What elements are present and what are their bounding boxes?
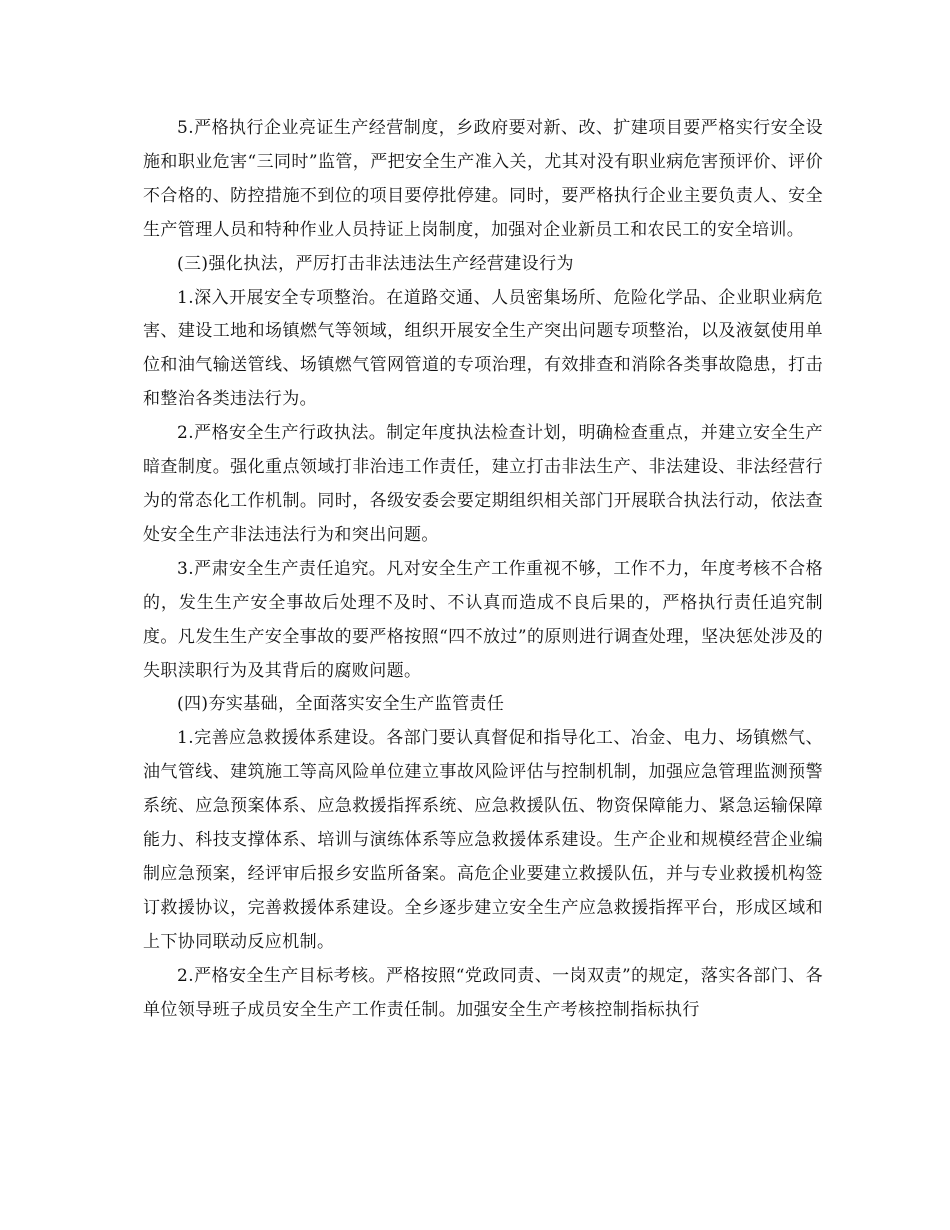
paragraph-2-law-enforcement: 2.严格安全生产行政执法。制定年度执法检查计划，明确检查重点，并建立安全生产暗查制度。强化重点领域打非治违工作责任，建立打击非法生产、非法建设、非法经营行为的常态化工作机制。同时，各级安委会要定期组织相关部门开展联合执法行动，依法查处安全生产非法违法行为和突出问题。: [143, 423, 823, 545]
paragraph-3-accountability: 3.严肃安全生产责任追究。凡对安全生产工作重视不够，工作不力，年度考核不合格的，发生生产安全事故后处理不及时、不认真而造成不良后果的，严格执行责任追究制度。凡发生生产安全事故的要严格按照“四不放过”的原则进行调查处理，坚决惩处涉及的失职渎职行为及其背后的腐败问题。: [143, 558, 823, 681]
document-body: [143, 112, 823, 1027]
paragraph-5-license: 5.严格执行企业亮证生产经营制度，乡政府要对新、改、扩建项目要严格实行安全设施和职业危害“三同时”监管，严把安全生产准入关，尤其对没有职业病危害预评价、评价不合格的、防控措施不到位的项目要停批停建。同时，要严格执行企业主要负责人、安全生产管理人员和特种作业人员持证上岗制度，加强对企业新员工和农民工的安全培训。: [143, 118, 823, 240]
paragraph-2-target-assessment: 2.严格安全生产目标考核。严格按照“党政同责、一岗双责”的规定，落实各部门、各单位领导班子成员安全生产工作责任制。加强安全生产考核控制指标执行: [143, 965, 823, 1020]
section-heading-3: (三)强化执法，严厉打击非法违法生产经营建设行为: [177, 253, 574, 274]
paragraph-1-emergency-rescue: 1.完善应急救援体系建设。各部门要认真督促和指导化工、冶金、电力、场镇燃气、油气管线、建筑施工等高风险单位建立事故风险评估与控制机制，加强应急管理监测预警系统、应急预案体系、应急救援指挥系统、应急救援队伍、物资保障能力、紧急运输保障能力、科技支撑体系、培训与演练体系等应急救援体系建设。生产企业和规模经营企业编制应急预案，经评审后报乡安监所备案。高危企业要建立救援队伍，并与专业救援机构签订救援协议，完善救援体系建设。全乡逐步建立安全生产应急救援指挥平台，形成区域和上下协同联动反应机制。: [143, 728, 823, 952]
paragraph-1-special-rectification: 1.深入开展安全专项整治。在道路交通、人员密集场所、危险化学品、企业职业病危害、建设工地和场镇燃气等领域，组织开展安全生产突出问题专项整治，以及液氨使用单位和油气输送管线、场镇燃气管网管道的专项治理，有效排查和消除各类事故隐患，打击和整治各类违法行为。: [143, 287, 823, 410]
section-heading-4: (四)夯实基础，全面落实安全生产监管责任: [177, 694, 505, 715]
